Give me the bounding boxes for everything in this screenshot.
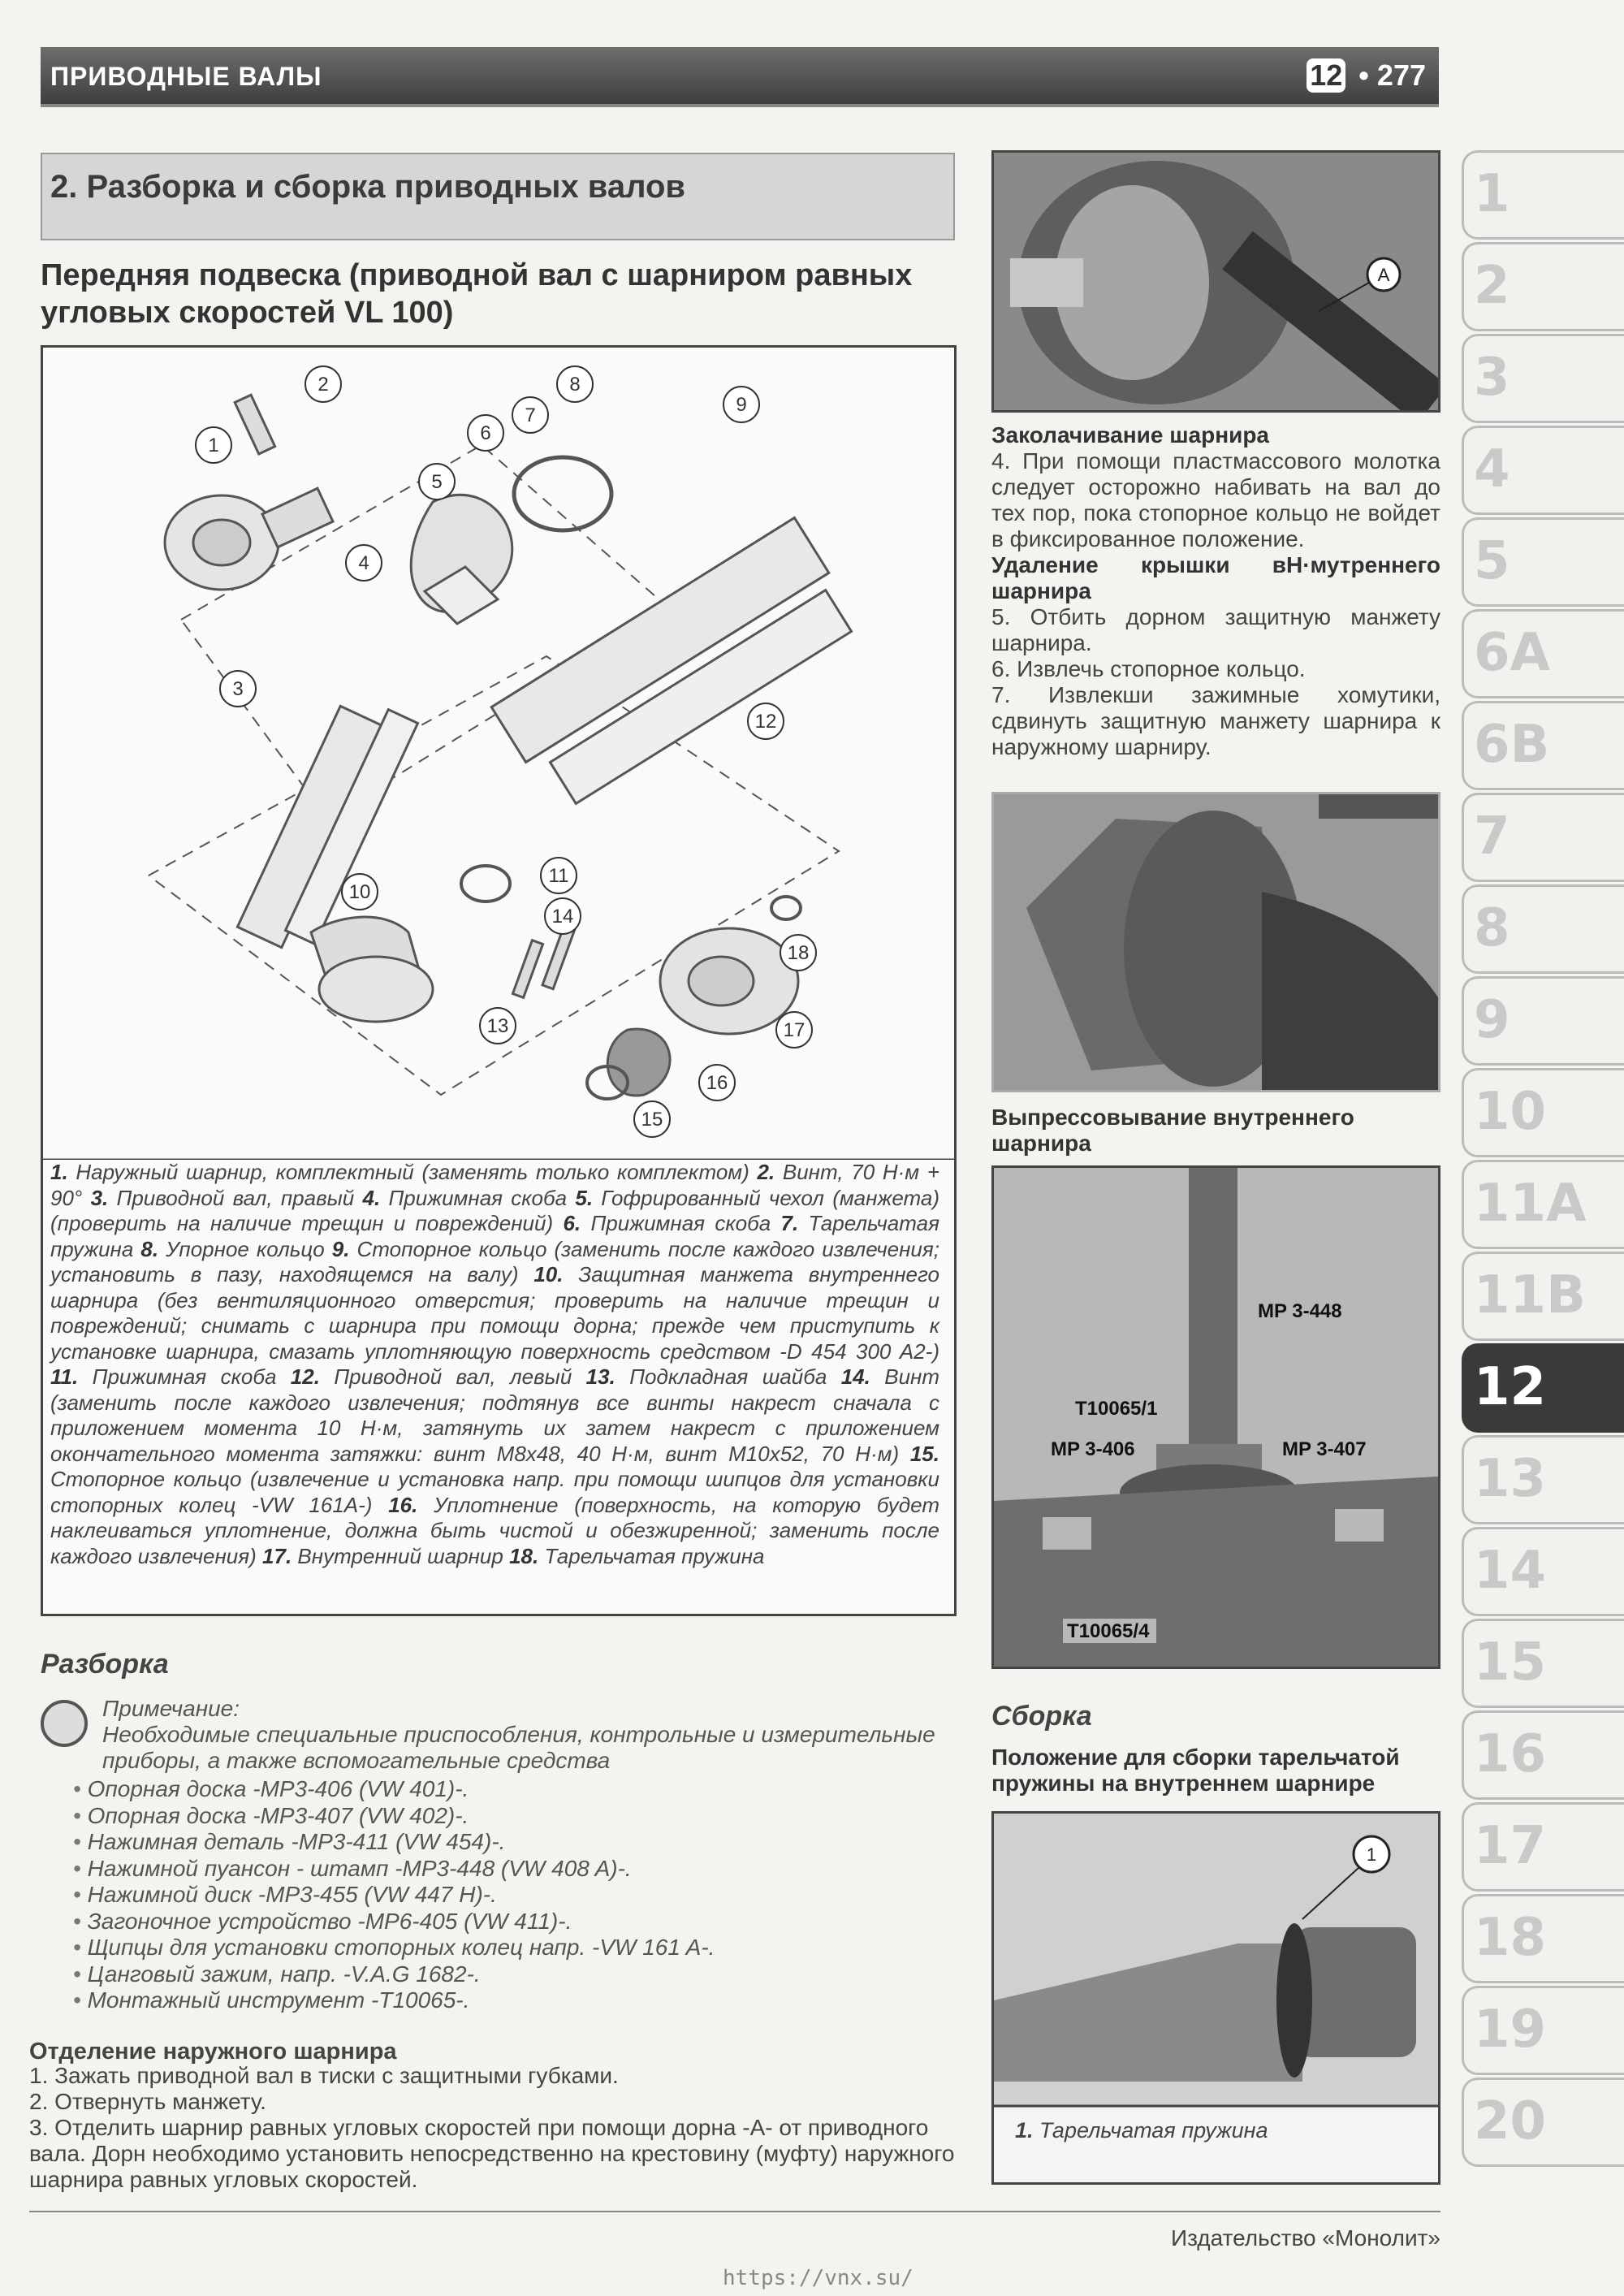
caption-number: 11. xyxy=(50,1364,79,1389)
hammer-heading: Заколачивание шарнира xyxy=(991,422,1270,448)
svg-text:4: 4 xyxy=(358,552,369,574)
svg-text:18: 18 xyxy=(787,942,810,964)
chapter-tab-label: 2 xyxy=(1474,256,1510,316)
chapter-tab-label: 10 xyxy=(1474,1082,1547,1142)
chapter-tab-20[interactable] xyxy=(1462,2078,1624,2167)
callout-17 xyxy=(776,1012,812,1048)
chapter-tab-3[interactable] xyxy=(1462,334,1624,423)
svg-text:11: 11 xyxy=(548,865,569,887)
chapter-tab-label: 15 xyxy=(1474,1632,1547,1693)
chapter-tab-label: 6B xyxy=(1474,715,1550,775)
list-item: • Монтажный инструмент -T10065-. xyxy=(73,1987,885,2014)
callout-15 xyxy=(634,1101,670,1137)
svg-text:6: 6 xyxy=(480,422,491,444)
photo-boot-drawing xyxy=(994,794,1438,1090)
caption-number: 18. xyxy=(509,1543,539,1568)
chapter-tab-label: 4 xyxy=(1474,439,1510,499)
exploded-view-drawing xyxy=(43,348,954,1160)
callout-5 xyxy=(419,464,455,499)
list-item: • Щипцы для установки стопорных колец напр. -VW 161 A-. xyxy=(73,1935,885,1961)
list-item: • Нажимная деталь -MP3-411 (VW 454)-. xyxy=(73,1829,885,1856)
caption-text: Стопорное кольцо (извлечение и установка напр. при помощи шипцов для установки стопорных колец -VW 161A-) xyxy=(50,1467,939,1517)
photo-press-drawing xyxy=(994,1168,1438,1667)
chapter-tab-label: 20 xyxy=(1474,2091,1547,2151)
caption-text: Подкладная шайба xyxy=(615,1364,841,1389)
caption-number: 17. xyxy=(262,1543,292,1568)
chapter-badge: 12 xyxy=(1307,58,1345,93)
caption-text: Приводной вал, правый xyxy=(108,1185,363,1210)
svg-text:8: 8 xyxy=(569,374,581,396)
caption-text: Уплотнение (поверхность, на которую будет наклеиваться уплотнение, должна быть чистой и обезжиренной; заменить после каждого извлечения) xyxy=(50,1492,940,1568)
chapter-tab-12[interactable] xyxy=(1462,1343,1624,1433)
spring-caption xyxy=(1015,2118,1268,2143)
chapter-tab-18[interactable] xyxy=(1462,1894,1624,1983)
source-url: https://vnx.su/ xyxy=(723,2266,914,2290)
list-item: • Опорная доска -MP3-406 (VW 401)-. xyxy=(73,1776,885,1803)
caption-number: 9. xyxy=(331,1236,350,1261)
chapter-tab-label: 7 xyxy=(1474,806,1510,867)
caption-number: 6. xyxy=(563,1211,581,1235)
caption-number: 4. xyxy=(362,1185,381,1210)
chapter-tab-label: 14 xyxy=(1474,1541,1547,1601)
chapter-tab-2[interactable] xyxy=(1462,242,1624,331)
caption-text: Прижимная скоба xyxy=(380,1185,576,1210)
chapter-tab-label: 16 xyxy=(1474,1724,1547,1784)
svg-text:2: 2 xyxy=(317,374,329,396)
photo-press-setup xyxy=(991,1165,1440,1669)
chapter-tab-label: 11A xyxy=(1474,1174,1587,1234)
svg-text:10: 10 xyxy=(348,881,371,903)
step-4: 4. При помощи пластмассового молотка следует осторожно набивать на вал до тех пор, пока стопорное кольцо не войдет в фиксированное положение. xyxy=(991,448,1440,551)
callout-11 xyxy=(541,858,577,893)
chapter-tab-label: 6A xyxy=(1474,623,1551,683)
list-item: • Нажимной пуансон - штамп -MP3-448 (VW 408 A)-. xyxy=(73,1856,885,1883)
right-column-text xyxy=(991,422,1440,760)
chapter-tab-15[interactable] xyxy=(1462,1619,1624,1708)
step-5: 5. Отбить дорном защитную манжету шарнира. xyxy=(991,604,1440,655)
chapter-tab-label: 12 xyxy=(1474,1357,1547,1417)
callout-16 xyxy=(699,1065,735,1100)
caption-text: Тарельчатая пружина xyxy=(50,1211,939,1261)
callout-4 xyxy=(346,545,382,581)
caption-text: Тарельчатая пружина xyxy=(538,1543,765,1568)
callout-7 xyxy=(512,397,548,433)
label-t10065-4: T10065/4 xyxy=(1067,1620,1150,1642)
caption-text: Прижимная скоба xyxy=(78,1364,291,1389)
chapter-tab-label: 13 xyxy=(1474,1449,1547,1509)
subheading: Передняя подвеска (приводной вал с шарниром равных угловых скоростей VL 100) xyxy=(41,258,913,330)
spring-caption-number: 1. xyxy=(1015,2118,1034,2143)
list-item: • Опорная доска -MP3-407 (VW 402)-. xyxy=(73,1803,885,1830)
chapter-tab-16[interactable] xyxy=(1462,1710,1624,1800)
outer-joint-heading: Отделение наружного шарнира xyxy=(29,2039,397,2065)
chapter-tab-label: 1 xyxy=(1474,164,1510,224)
chapter-tab-label: 19 xyxy=(1474,2000,1547,2060)
caption-number: 14. xyxy=(840,1364,870,1389)
callout-10 xyxy=(342,874,378,910)
publisher: Издательство «Монолит» xyxy=(1170,2225,1440,2251)
caption-text: Внутренний шарнир xyxy=(292,1543,510,1568)
caption-text: Винт (заменить после каждого извлечения; подтянув все винты накрест сначала с приложением момента 10 Н·м, затянуть их затем накрест с приложением окончательного момента затяжки: винт M8x48, 40 Н·м, винт M10x52, 70 Н·м) xyxy=(50,1364,939,1466)
svg-text:9: 9 xyxy=(736,394,747,416)
callout-2 xyxy=(305,366,341,402)
caption-text: Защитная манжета внутреннего шарнира (без вентиляционного отверстия; проверить на наличие трещин и повреждений; снимать с шарнира при помощи дорна; прежде чем приступить к установке шарнира, смазать уплотняющую поверхность средством -D 454 300 A2-) xyxy=(50,1262,939,1364)
callout-8 xyxy=(557,366,593,402)
label-mp3-448: MP 3-448 xyxy=(1258,1300,1342,1322)
outer-joint-steps xyxy=(29,2063,955,2193)
page-number-value: 277 xyxy=(1376,58,1426,92)
chapter-tab-13[interactable] xyxy=(1462,1435,1624,1524)
assembly-title: Сборка xyxy=(991,1701,1092,1732)
svg-text:17: 17 xyxy=(783,1019,806,1041)
chapter-tab-14[interactable] xyxy=(1462,1527,1624,1616)
label-mp3-407: MP 3-407 xyxy=(1282,1438,1367,1460)
caption-number: 1. xyxy=(50,1160,68,1184)
figure-caption xyxy=(50,1160,939,1569)
callout-a: A xyxy=(1377,265,1390,285)
note-icon xyxy=(41,1700,88,1747)
caption-text: Прижимная скоба xyxy=(581,1211,781,1235)
chapter-tab-label: 17 xyxy=(1474,1816,1547,1876)
photo-boot-removal xyxy=(991,792,1440,1092)
svg-text:12: 12 xyxy=(754,711,777,733)
chapter-tab-8[interactable] xyxy=(1462,884,1624,974)
caption-number: 13. xyxy=(585,1364,615,1389)
caption-text: Приводной вал, левый xyxy=(319,1364,586,1389)
svg-text:16: 16 xyxy=(706,1072,728,1094)
chapter-tab-10[interactable] xyxy=(1462,1068,1624,1157)
caption-number: 5. xyxy=(575,1185,594,1210)
label-t10065-1: T10065/1 xyxy=(1075,1398,1158,1420)
list-item: • Нажимной диск -MP3-455 (VW 447 H)-. xyxy=(73,1882,885,1909)
chapter-tab-label: 3 xyxy=(1474,348,1510,408)
chapter-tab-label: 11B xyxy=(1474,1265,1586,1325)
svg-text:13: 13 xyxy=(486,1015,509,1037)
callout-3 xyxy=(220,671,256,707)
step-1: 1. Зажать приводной вал в тиски с защитными губками. xyxy=(29,2063,619,2088)
callout-6 xyxy=(468,415,503,451)
chapter-tab-6a[interactable] xyxy=(1462,609,1624,698)
running-title: ПРИВОДНЫЕ ВАЛЫ xyxy=(50,62,322,91)
callout-9 xyxy=(723,387,759,422)
caption-number: 3. xyxy=(90,1185,109,1210)
chapter-tab-11a[interactable] xyxy=(1462,1160,1624,1249)
section-title: 2. Разборка и сборка приводных валов xyxy=(50,169,686,205)
caption-text: Наружный шарнир, комплектный (заменять только комплектом) xyxy=(67,1160,758,1184)
spring-caption-text: Тарельчатая пружина xyxy=(1033,2118,1268,2143)
callout-18 xyxy=(780,935,816,971)
chapter-tab-1[interactable] xyxy=(1462,150,1624,240)
chapter-tab-label: 18 xyxy=(1474,1908,1547,1968)
svg-text:5: 5 xyxy=(431,471,443,493)
tools-list xyxy=(73,1776,885,2014)
note-label: Примечание: xyxy=(102,1696,240,1721)
caption-number: 8. xyxy=(140,1236,159,1261)
header-separator: • xyxy=(1358,58,1369,92)
chapter-tab-4[interactable] xyxy=(1462,426,1624,515)
chapter-tab-9[interactable] xyxy=(1462,976,1624,1066)
caption-number: 10. xyxy=(533,1262,564,1286)
chapter-tab-6b[interactable] xyxy=(1462,701,1624,790)
caption-text: Гофрированный чехол (манжета) (проверить на наличие трещин и повреждений) xyxy=(50,1185,939,1235)
caption-text: Стопорное кольцо (заменить после каждого извлечения; установить в пазу, находящемся на валу) xyxy=(50,1236,939,1286)
chapter-tab-17[interactable] xyxy=(1462,1802,1624,1892)
callout-13 xyxy=(480,1008,516,1044)
step-7: 7. Извлекши зажимные хомутики, сдвинуть защитную манжету шарнира к наружному шарниру. xyxy=(991,682,1440,759)
photo-drift-on-joint xyxy=(991,150,1440,413)
footer-divider xyxy=(29,2211,1440,2212)
callout-1 xyxy=(196,427,231,463)
svg-text:7: 7 xyxy=(525,404,536,426)
callout-14 xyxy=(545,898,581,934)
step-2: 2. Отвернуть манжету. xyxy=(29,2089,266,2114)
step-3: 3. Отделить шарнир равных угловых скоростей при помощи дорна -A- от приводного вала. Дорн необходимо установить непосредственно на крестовину (муфту) наружного шарнира равных угловых скоростей. xyxy=(29,2115,955,2192)
svg-text:15: 15 xyxy=(641,1109,663,1131)
photo-drift-drawing xyxy=(994,153,1438,410)
chapter-tab-label: 8 xyxy=(1474,898,1510,958)
list-item: • Цанговый зажим, напр. -V.A.G 1682-. xyxy=(73,1961,885,1988)
disassembly-title: Разборка xyxy=(41,1649,169,1680)
caption-number: 2. xyxy=(757,1160,775,1184)
caption-text: Винт, 70 Н·м + 90° xyxy=(50,1160,939,1210)
page-number xyxy=(1307,58,1426,93)
caption-number: 7. xyxy=(780,1211,799,1235)
svg-text:14: 14 xyxy=(551,906,574,927)
chapter-tab-5[interactable] xyxy=(1462,517,1624,607)
note-text: Необходимые специальные приспособления, контрольные и измерительные приборы, а также вспомогательные средства xyxy=(102,1722,935,1773)
caption-number: 15. xyxy=(909,1441,939,1466)
cover-heading: Удаление крышки вН·мутреннего шарнира xyxy=(991,552,1440,603)
chapter-tab-11b[interactable] xyxy=(1462,1252,1624,1341)
spring-position-heading: Положение для сборки тарельчатой пружины на внутреннем шарнире xyxy=(991,1745,1400,1796)
caption-number: 12. xyxy=(290,1364,320,1389)
callout-12 xyxy=(748,703,784,739)
callout-1-fig-d: 1 xyxy=(1366,1844,1377,1865)
chapter-tab-label: 9 xyxy=(1474,990,1510,1050)
press-out-heading: Выпрессовывание внутреннего шарнира xyxy=(991,1105,1354,1156)
caption-text: Упорное кольцо xyxy=(158,1236,332,1261)
svg-text:1: 1 xyxy=(208,435,219,456)
chapter-tab-label: 5 xyxy=(1474,531,1510,591)
caption-number: 16. xyxy=(388,1492,418,1517)
svg-text:3: 3 xyxy=(232,678,244,700)
list-item: • Загоночное устройство -MP6-405 (VW 411)-. xyxy=(73,1909,885,1935)
step-6: 6. Извлечь стопорное кольцо. xyxy=(991,656,1306,681)
chapter-tab-7[interactable] xyxy=(1462,793,1624,882)
chapter-tab-19[interactable] xyxy=(1462,1986,1624,2075)
label-mp3-406: MP 3-406 xyxy=(1051,1438,1135,1460)
